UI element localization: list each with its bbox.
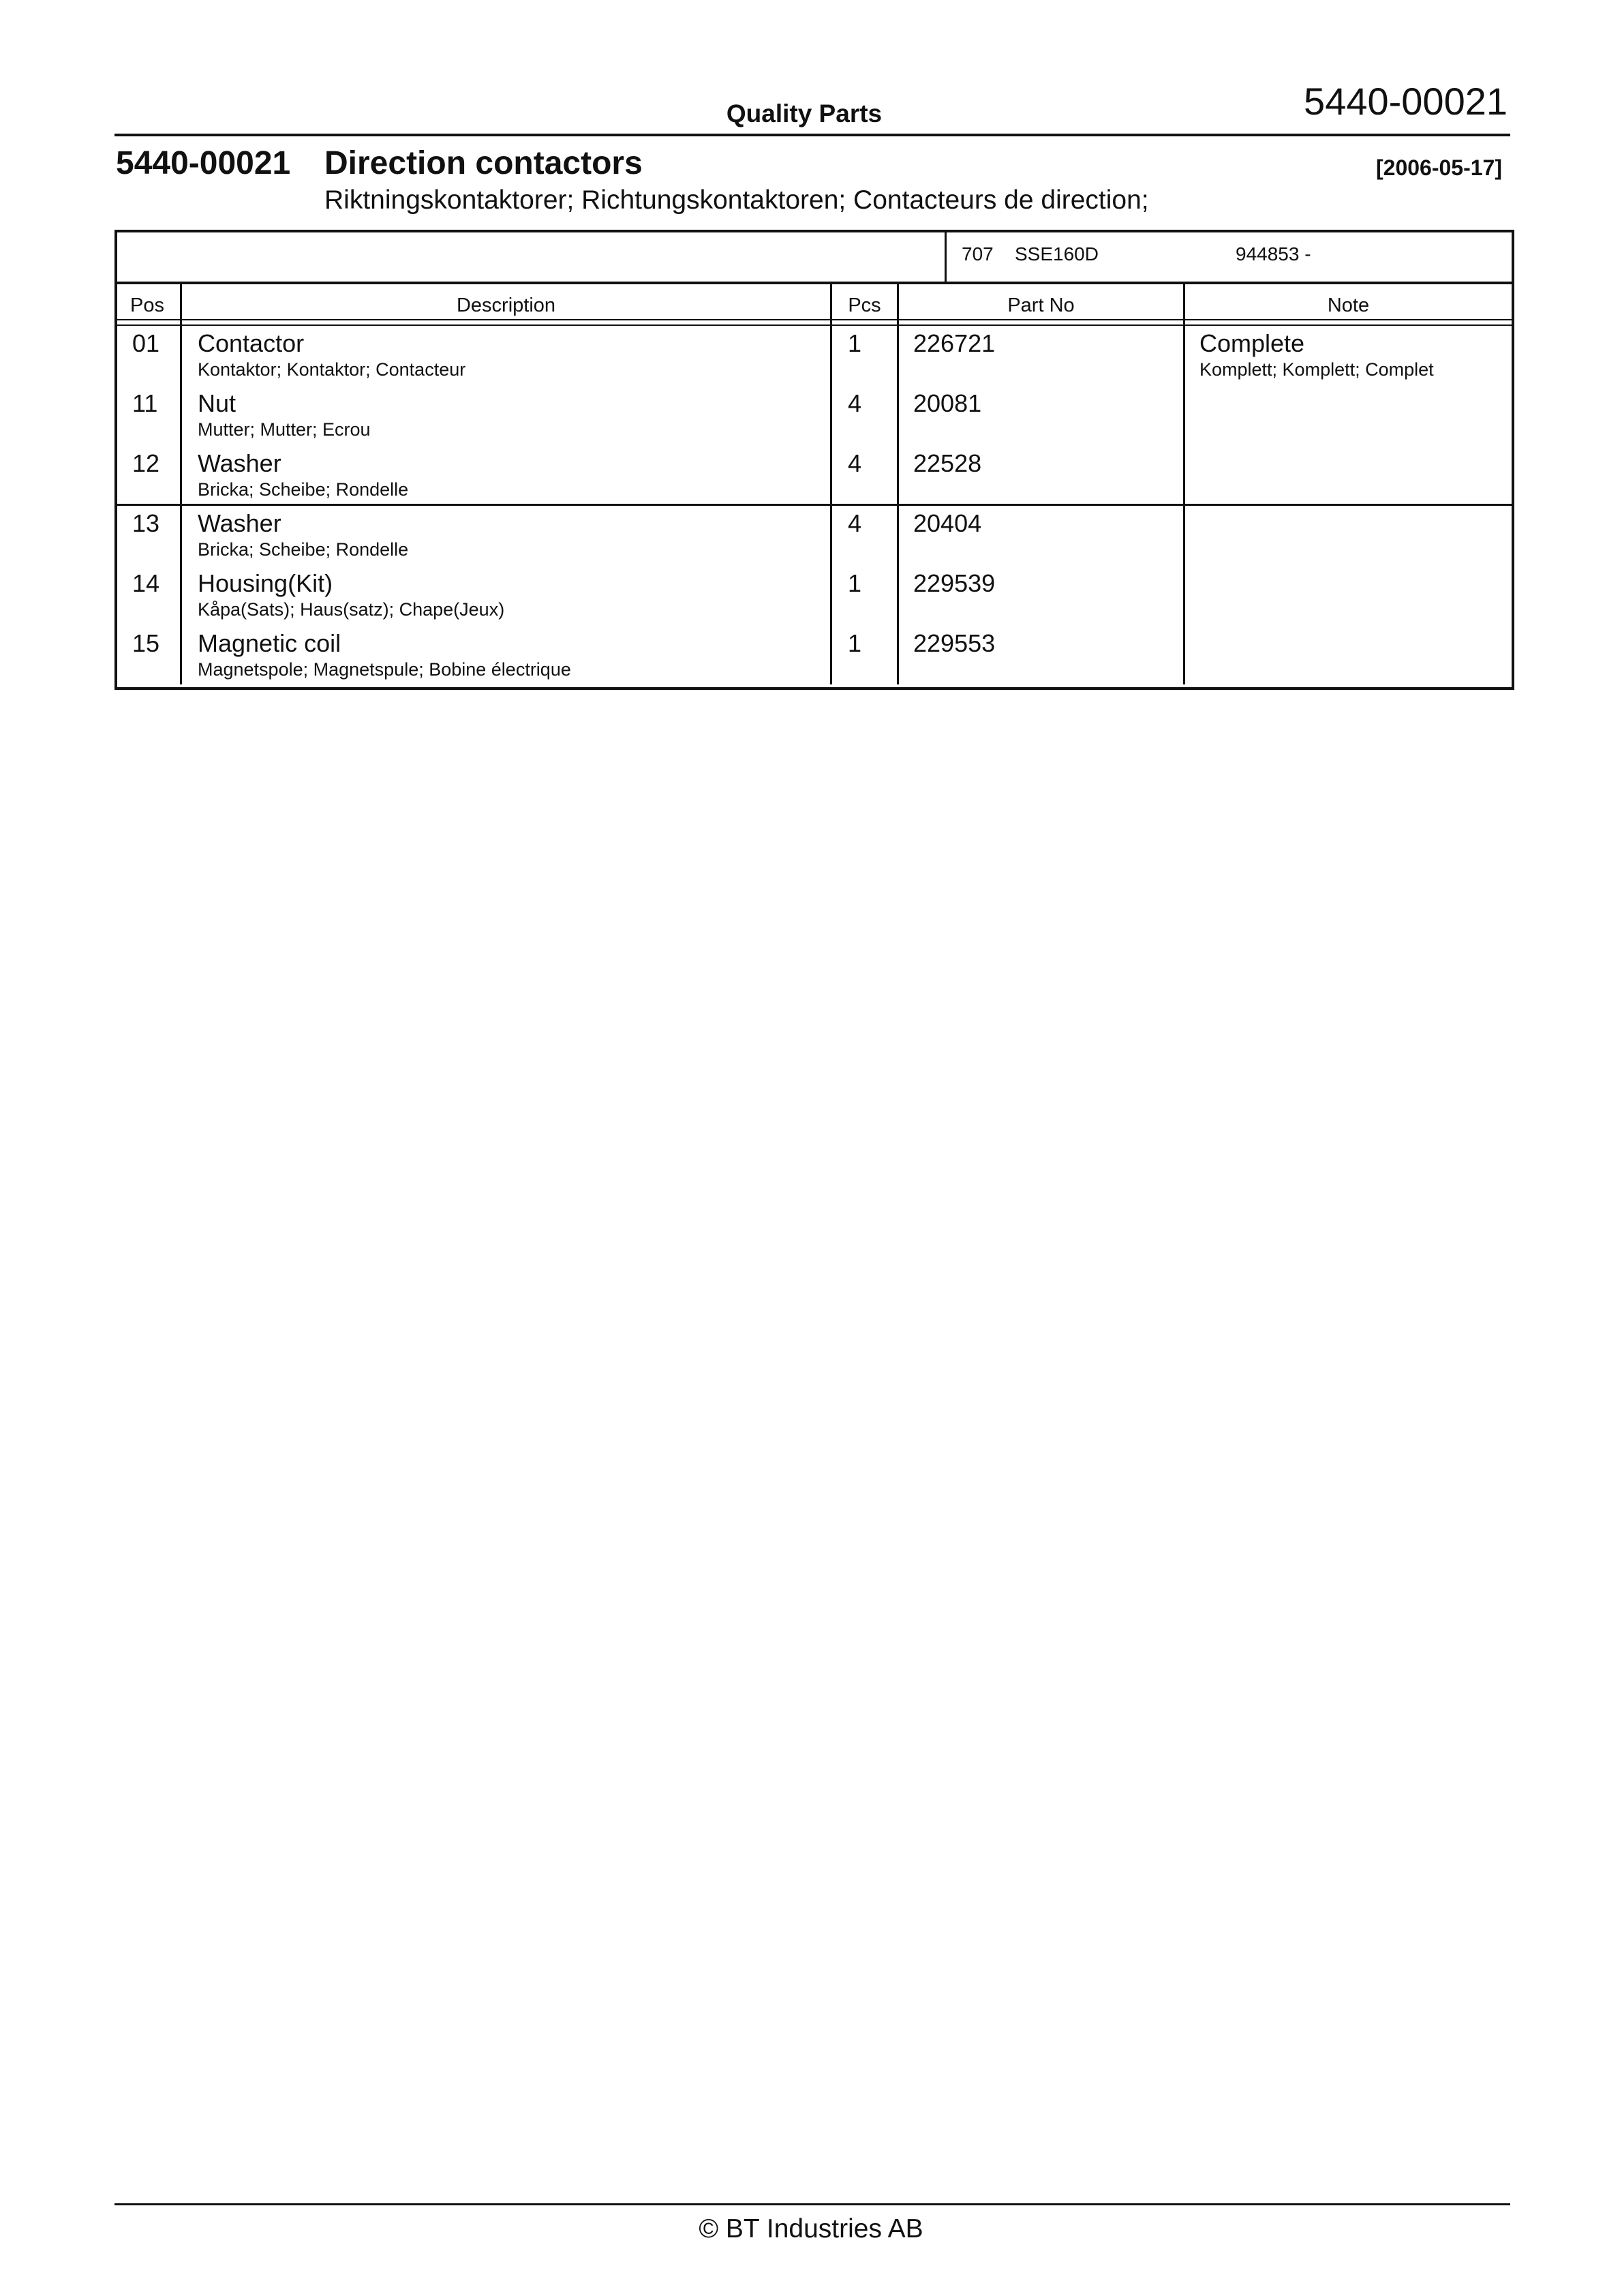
row-group-divider [114,504,1514,506]
row-part-number: 22528 [913,449,982,477]
column-header-divider [114,319,1514,320]
row-description-translation: Kontaktor; Kontaktor; Contacteur [198,359,466,380]
row-part-number: 226721 [913,329,996,357]
row-note-translation: Komplett; Komplett; Complet [1199,359,1434,380]
row-part-number: 229553 [913,629,996,657]
applicability-code: 707 [962,243,994,265]
row-pcs: 1 [848,329,862,357]
column-header-description: Description [456,294,556,316]
group-number: 5440-00021 [116,145,291,181]
group-title-translations: Riktningskontaktorer; Richtungskontaktoren; Contacteurs de direction; [324,185,1149,215]
row-description-translation: Mutter; Mutter; Ecrou [198,419,371,440]
revision-date: [2006-05-17] [1376,155,1502,180]
row-pcs: 4 [848,509,862,537]
row-description-translation: Bricka; Scheibe; Rondelle [198,479,409,500]
applicability-model: SSE160D [1015,243,1099,265]
row-pos: 15 [132,629,160,657]
row-pos: 12 [132,449,160,477]
row-description: Washer [198,449,281,477]
header-divider [114,134,1510,136]
row-description-translation: Kåpa(Sats); Haus(satz); Chape(Jeux) [198,599,505,620]
row-description: Housing(Kit) [198,569,333,597]
row-pcs: 1 [848,629,862,657]
row-description-translation: Magnetspole; Magnetspule; Bobine électrique [198,659,571,680]
column-header-note: Note [1327,294,1370,316]
column-divider-pos [180,284,182,684]
column-header-pcs: Pcs [848,294,881,316]
column-header-divider-double [114,324,1514,326]
row-pos: 11 [132,389,158,417]
header-title: Quality Parts [726,100,883,127]
row-pos: 14 [132,569,160,597]
group-title: Direction contactors [324,145,643,181]
applicability-serial: 944853 - [1236,243,1311,265]
row-note: Complete [1199,329,1305,357]
row-description: Magnetic coil [198,629,341,657]
applicability-box [945,232,1511,282]
column-divider-partno [1183,284,1185,684]
footer-divider [114,2203,1510,2205]
row-part-number: 229539 [913,569,996,597]
row-pos: 13 [132,509,160,537]
row-pos: 01 [132,329,160,357]
row-description: Nut [198,389,236,417]
applicability-divider [114,282,1514,284]
row-description: Contactor [198,329,305,357]
row-description-translation: Bricka; Scheibe; Rondelle [198,539,409,560]
row-pcs: 1 [848,569,862,597]
row-part-number: 20081 [913,389,982,417]
column-header-pos: Pos [130,294,164,316]
row-part-number: 20404 [913,509,982,537]
footer-copyright: © BT Industries AB [699,2214,923,2244]
row-pcs: 4 [848,449,862,477]
row-pcs: 4 [848,389,862,417]
doc-number: 5440-00021 [1304,80,1508,123]
column-header-partno: Part No [1007,294,1075,316]
column-divider-pcs [897,284,899,684]
row-description: Washer [198,509,281,537]
column-divider-description [830,284,832,684]
